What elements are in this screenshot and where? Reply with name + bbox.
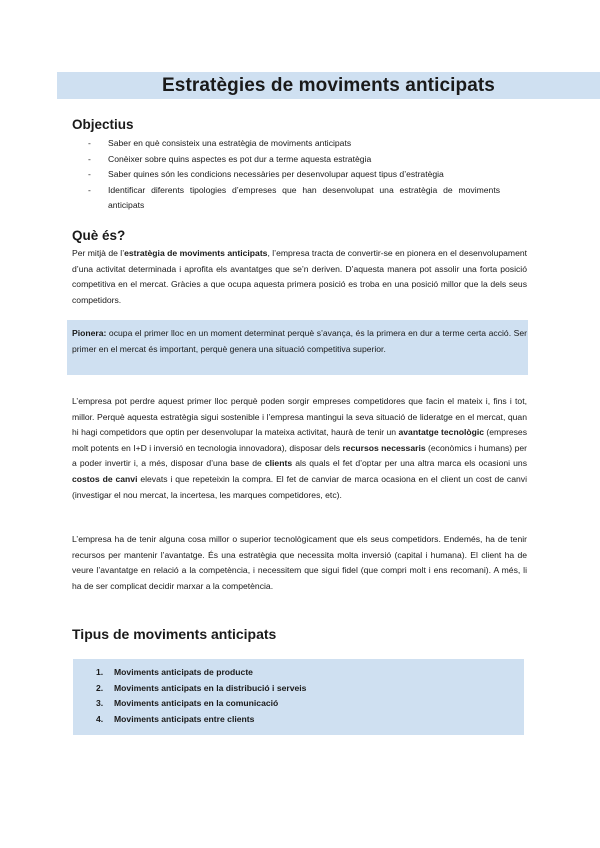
- tipus-list: [96, 665, 306, 727]
- text-run: Per mitjà de l’: [72, 248, 125, 258]
- paragraph-leadership: [72, 394, 527, 503]
- pionera-callout-text: [72, 326, 527, 357]
- text-run: L’empresa pot perdre aquest primer lloc perquè poden sorgir empreses competidores que facin el mateix i, fins i tot, millor. Perquè aquesta estratègia sigui sostenible i l’empresa mantingui la seva situació de lideratge en el mercat, quan hi hagi competidors que optin per desenvolupar la mateixa activitat, haurà de tenir un: [72, 396, 527, 438]
- callout-term: Pionera:: [72, 328, 107, 338]
- item-label: Moviments anticipats en la comunicació: [114, 698, 279, 709]
- text-run: (econòmics i humans) per a poder invertir i, a més, disposar d’una base de: [72, 442, 527, 469]
- item-label: Moviments anticipats en la distribució i serveis: [114, 682, 307, 693]
- bold-term: estratègia de moviments anticipats: [124, 248, 268, 258]
- objectius-list: [88, 136, 500, 214]
- objectius-heading: Objectius: [72, 117, 134, 132]
- que-es-paragraph: [72, 246, 527, 308]
- bold-term: avantatge tecnològic: [398, 427, 484, 438]
- item-label: Moviments anticipats entre clients: [114, 713, 255, 724]
- text-run: als quals el fet d’optar per una altra marca els ocasioni uns: [292, 458, 527, 469]
- tipus-heading: Tipus de moviments anticipats: [72, 626, 277, 642]
- callout-definition: ocupa el primer lloc en un moment determinat perquè s’avança, és la primera en dur a terme certa acció. Ser primer en el mercat és important, perquè genera una situació competitiva superior.: [72, 328, 527, 354]
- list-item: - Identificar diferents tipologies d’empreses que han desenvolupat una estratègia de moviments anticipats: [88, 183, 500, 214]
- list-item: [96, 696, 306, 712]
- text-run: elevats i que repeteixin la compra. El fet de canviar de marca ocasiona en el client un cost de canvi (investigar el nou mercat, la incertesa, les marques competidores, etc).: [72, 473, 527, 500]
- list-item: [96, 712, 306, 728]
- bold-term: clients: [264, 458, 293, 469]
- list-item: - Saber quines són les condicions necessàries per desenvolupar aquest tipus d’estratègia: [88, 167, 500, 183]
- item-number: 1.: [96, 667, 104, 677]
- text-run: , l’empresa tracta de convertir-se en pionera en el desenvolupament d’una activitat determinada i aprofita els avantatges que se’n deriven. D’aquesta manera pot assolir una forta posició competitiva en el mercat. Gràcies a que ocupa aquesta primera posició es troba en una posició millor que la dels seus competidors.: [72, 248, 528, 305]
- item-number: 4.: [96, 713, 104, 724]
- item-label: Moviments anticipats de producte: [114, 667, 253, 677]
- paragraph-requirements: L’empresa ha de tenir alguna cosa millor o superior tecnològicament que els seus competidors. Endemés, ha de tenir recursos per mantenir l’avantatge. És una estratègia que necessita molta inversió (capital i humana). El client ha de veure l’avantatge en relació a la competència, i necessitem que sigui fidel (que compri molt i ens recomani). A més, li ha de ser complicat decidir marxar a la competència.: [72, 534, 527, 591]
- page-title: Estratègies de moviments anticipats: [162, 75, 495, 96]
- que-es-heading: Què és?: [72, 228, 126, 243]
- bold-term: recursos necessaris: [342, 442, 426, 453]
- list-item: - Conèixer sobre quins aspectes es pot dur a terme aquesta estratègia: [88, 152, 500, 168]
- item-number: 2.: [96, 682, 104, 693]
- bold-term: costos de canvi: [72, 473, 138, 484]
- list-item: [96, 665, 306, 681]
- item-number: 3.: [96, 698, 104, 709]
- list-item: - Saber en què consisteix una estratègia de moviments anticipats: [88, 136, 500, 152]
- text-run: (empreses molt potents en I+D i inversió en tecnologia innovadora), disposar dels: [72, 427, 527, 453]
- list-item: [96, 681, 306, 697]
